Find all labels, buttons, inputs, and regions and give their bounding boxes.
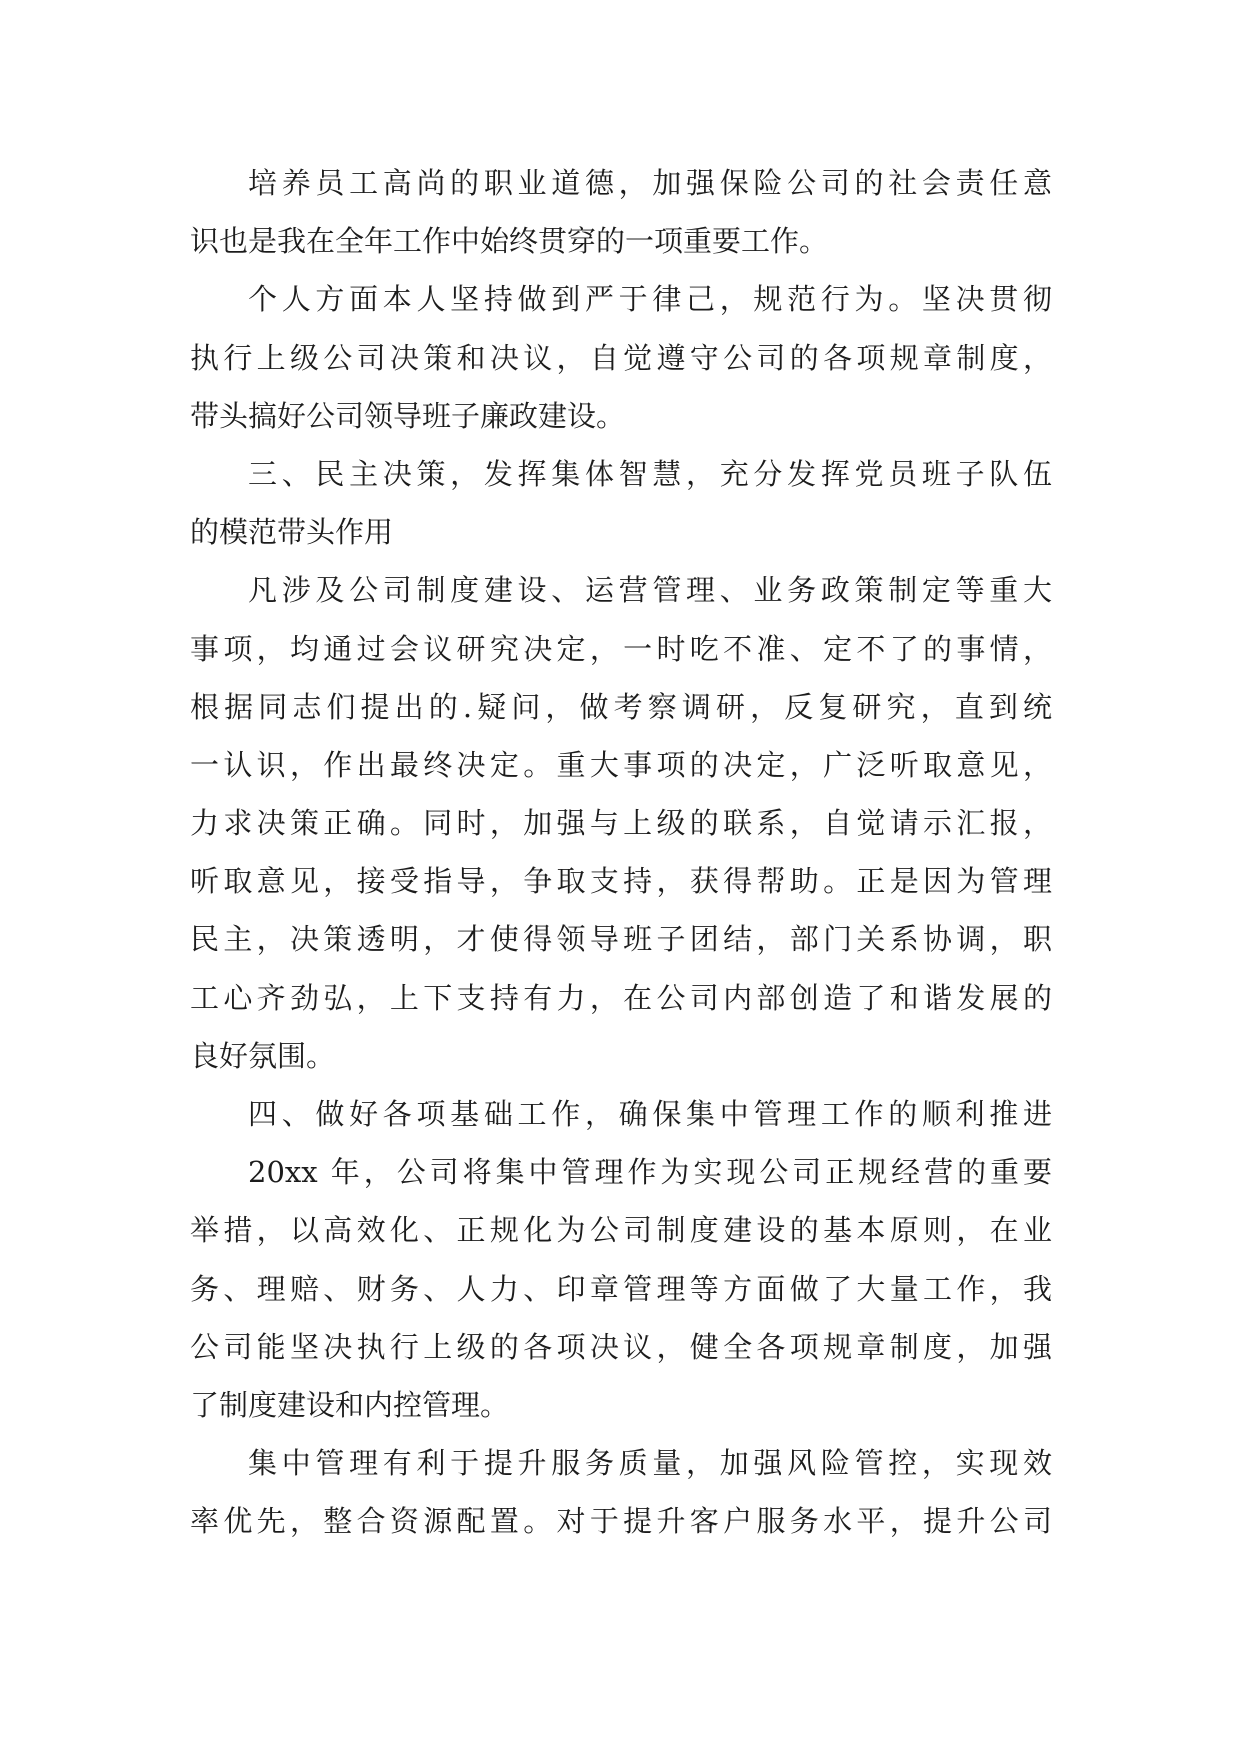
heading-line: 的模范带头作用: [190, 515, 394, 550]
paragraph-democratic-decision: [190, 561, 1052, 1085]
text-line: 根据同志们提出的.疑问，做考察调研，反复研究，直到统: [190, 689, 1052, 724]
text-line: 培养员工高尚的职业道德，加强保险公司的社会责任意: [248, 166, 1052, 200]
text-line: 执行上级公司决策和决议，自觉遵守公司的各项规章制度，: [190, 340, 1052, 375]
paragraph-centralized-management: [190, 1143, 1052, 1434]
paragraph-professional-ethics: [190, 154, 1052, 270]
text-line: 良好氛围。: [190, 1038, 336, 1073]
heading-line: 四、做好各项基础工作，确保集中管理工作的顺利推进: [248, 1097, 1052, 1131]
text-line: 公司能坚决执行上级的各项决议，健全各项规章制度，加强: [190, 1329, 1052, 1364]
text-line: 事项，均通过会议研究决定，一时吃不准、定不了的事情，: [190, 631, 1052, 666]
paragraph-service-quality: [190, 1434, 1052, 1550]
text-line: 一认识，作出最终决定。重大事项的决定，广泛听取意见，: [190, 747, 1052, 782]
section-heading-four: [190, 1085, 1052, 1143]
section-heading-three: [190, 445, 1052, 561]
text-line: 率优先，整合资源配置。对于提升客户服务水平，提升公司: [190, 1504, 1052, 1539]
text-line: 集中管理有利于提升服务质量，加强风险管控，实现效: [248, 1446, 1052, 1481]
heading-line: 三、民主决策，发挥集体智慧，充分发挥党员班子队伍: [248, 456, 1052, 491]
text-line: 识也是我在全年工作中始终贯穿的一项重要工作。: [190, 224, 829, 259]
text-line: 民主，决策透明，才使得领导班子团结，部门关系协调，职: [190, 922, 1052, 957]
text-line: 个人方面本人坚持做到严于律己，规范行为。坚决贯彻: [248, 282, 1052, 317]
paragraph-self-discipline: [190, 270, 1052, 445]
text-line: 带头搞好公司领导班子廉政建设。: [190, 398, 626, 433]
text-line: 听取意见，接受指导，争取支持，获得帮助。正是因为管理: [190, 864, 1052, 899]
text-line: 了制度建设和内控管理。: [190, 1387, 510, 1422]
text-line: 工心齐劲弘，上下支持有力，在公司内部创造了和谐发展的: [190, 980, 1052, 1015]
text-line: 力求决策正确。同时，加强与上级的联系，自觉请示汇报，: [190, 806, 1052, 841]
text-line: 务、理赔、财务、人力、印章管理等方面做了大量工作，我: [190, 1271, 1052, 1306]
text-line: 举措，以高效化、正规化为公司制度建设的基本原则，在业: [190, 1213, 1052, 1248]
text-line: 凡涉及公司制度建设、运营管理、业务政策制定等重大: [248, 573, 1052, 608]
text-line: 20xx 年，公司将集中管理作为实现公司正规经营的重要: [248, 1155, 1052, 1190]
document-body: [190, 154, 1052, 1551]
